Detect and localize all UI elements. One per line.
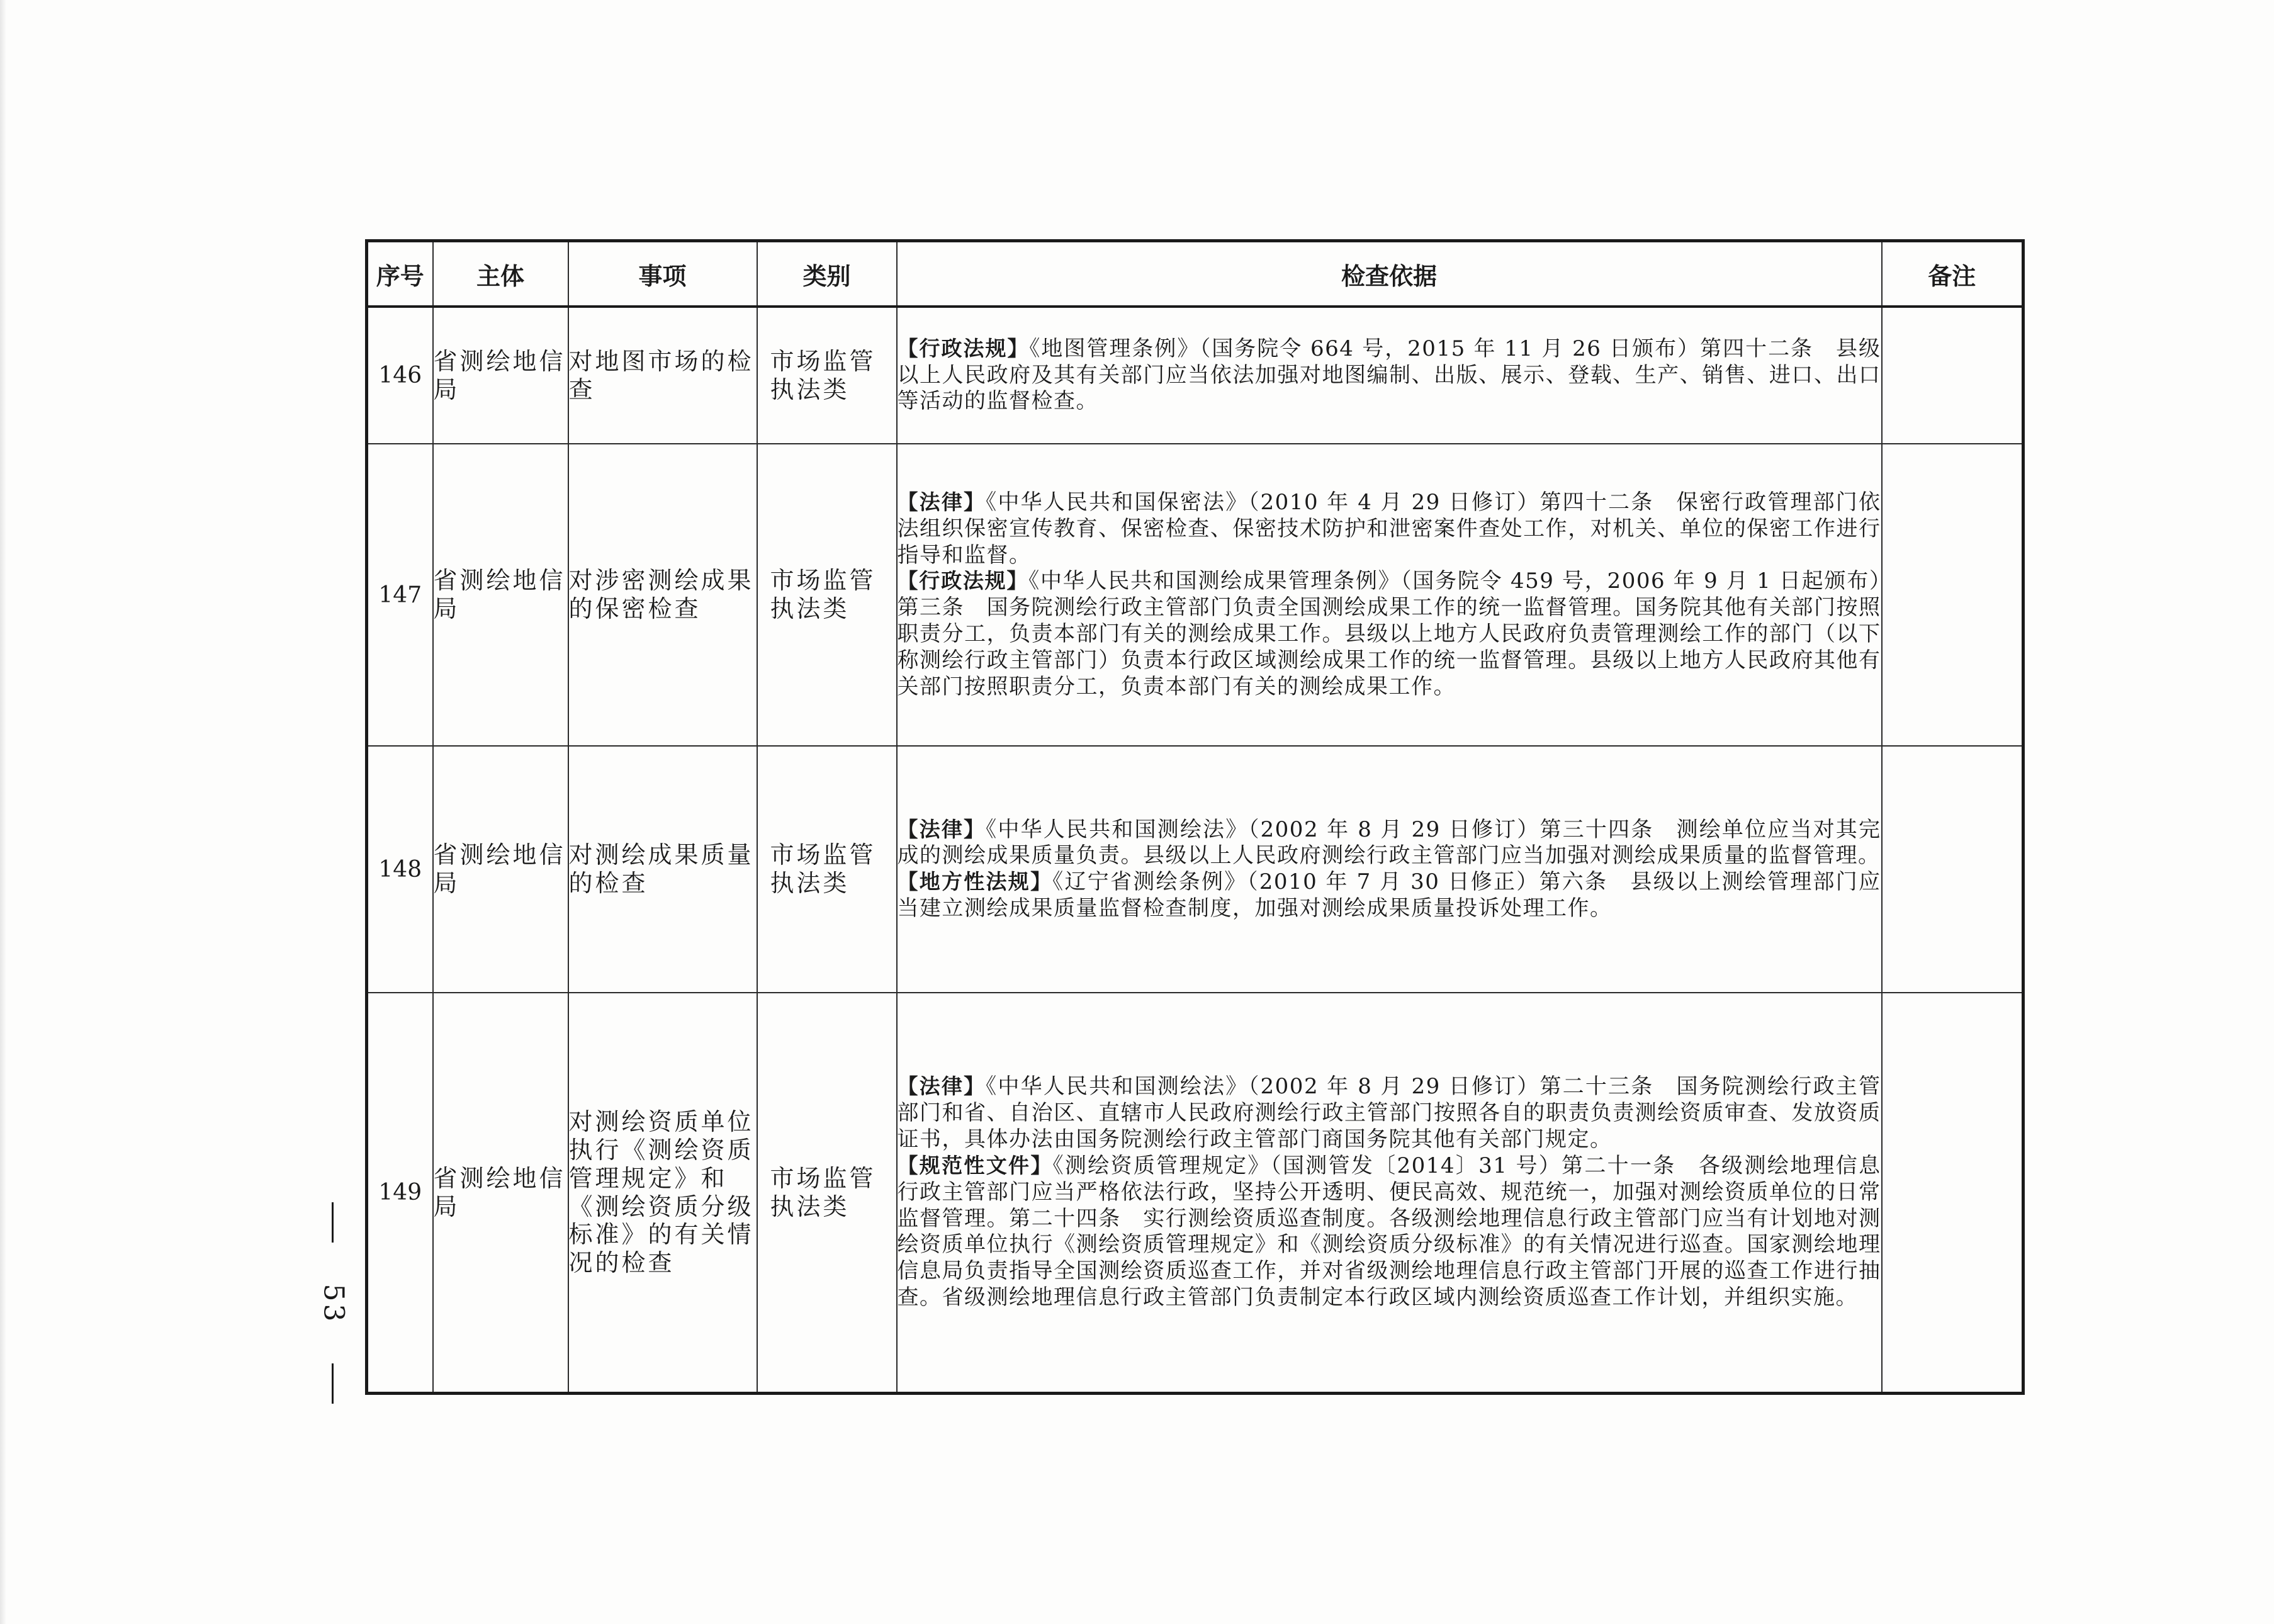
row-remarks xyxy=(1882,746,2024,993)
basis-text: 《辽宁省测绘条例》（2010 年 7 月 30 日修正）第六条 县级以上测绘管理部门应当建立测绘成果质量监督检查制度，加强对测绘成果质量投诉处理工作。 xyxy=(897,869,1881,922)
basis-text: 《中华人民共和国测绘成果管理条例》（国务院令 459 号，2006 年 9 月 1 日起颁布）第三条 国务院测绘行政主管部门负责全国测绘成果工作的统一监督管理。国务院其他有关部门按照职责分工，负责本部门有关的测绘成果工作。县级以上地方人民政府负责管理测绘工作的部门（以下称测绘行政主管部门）负责本行政区域测绘成果工作的统一监督管理。县级以上地方人民政府其他有关部门按照职责分工，负责本部门有关的测绘成果工作。 xyxy=(897,568,1881,699)
basis-tag: 【法律】 xyxy=(897,816,986,842)
row-number: 147 xyxy=(367,444,433,746)
basis-text: 《地图管理条例》（国务院令 664 号，2015 年 11 月 26 日颁布）第四十二条 县级以上人民政府及其有关部门应当依法加强对地图编制、出版、展示、登载、生产、销售、进口、出口等活动的监督检查。 xyxy=(897,336,1881,414)
header-item: 事项 xyxy=(568,241,757,307)
row-item: 对测绘资质单位执行《测绘资质管理规定》和《测绘资质分级标准》的有关情况的检查 xyxy=(568,993,757,1393)
table-row xyxy=(367,444,2024,746)
basis-text: 《中华人民共和国保密法》（2010 年 4 月 29 日修订）第四十二条 保密行政管理部门依法组织保密宣传教育、保密检查、保密技术防护和泄密案件查处工作，对机关、单位的保密工作进行指导和监督。 xyxy=(897,489,1881,568)
row-subject: 省测绘地信局 xyxy=(433,307,568,444)
row-number: 146 xyxy=(367,307,433,444)
row-number: 148 xyxy=(367,746,433,993)
basis-tag: 【法律】 xyxy=(897,1074,986,1099)
row-number: 149 xyxy=(367,993,433,1393)
row-category-text: 市场监管执法类 xyxy=(770,1164,876,1221)
basis-paragraph xyxy=(898,869,1881,922)
row-basis xyxy=(897,444,1882,746)
basis-paragraph xyxy=(898,1074,1881,1153)
row-item: 对涉密测绘成果的保密检查 xyxy=(568,444,757,746)
basis-paragraph xyxy=(898,336,1881,415)
page-number xyxy=(315,1202,352,1404)
basis-paragraph xyxy=(898,490,1881,568)
basis-paragraph xyxy=(898,1153,1881,1311)
row-item: 对测绘成果质量的检查 xyxy=(568,746,757,993)
row-category xyxy=(757,444,897,746)
basis-tag: 【行政法规】 xyxy=(897,568,1029,594)
row-category-text: 市场监管执法类 xyxy=(770,567,876,623)
table-row xyxy=(367,307,2024,444)
table-row xyxy=(367,993,2024,1393)
row-basis xyxy=(897,746,1882,993)
basis-text: 《测绘资质管理规定》（国测管发〔2014〕31 号）第二十一条 各级测绘地理信息行政主管部门应当严格依法行政，坚持公开透明、便民高效、规范统一，加强对测绘资质单位的日常监督管理。第二十四条 实行测绘资质巡查制度。各级测绘地理信息行政主管部门应当有计划地对测绘资质单位执行《测绘资质管理规定》和《测绘资质分级标准》的有关情况进行巡查。国家测绘地理信息局负责指导全国测绘资质巡查工作，并对省级测绘地理信息行政主管部门开展的巡查工作进行抽查。省级测绘地理信息行政主管部门负责制定本行政区域内测绘资质巡查工作计划，并组织实施。 xyxy=(897,1153,1881,1310)
basis-paragraph xyxy=(898,817,1881,870)
header-category: 类别 xyxy=(757,241,897,307)
header-subject: 主体 xyxy=(433,241,568,307)
page-number-text: 53 xyxy=(317,1283,350,1324)
basis-text: 《中华人民共和国测绘法》（2002 年 8 月 29 日修订）第三十四条 测绘单位应当对其完成的测绘成果质量负责。县级以上人民政府测绘行政主管部门应当加强对测绘成果质量的监督管理。 xyxy=(897,816,1881,869)
row-subject: 省测绘地信局 xyxy=(433,444,568,746)
row-basis xyxy=(897,993,1882,1393)
header-basis: 检查依据 xyxy=(897,241,1882,307)
page-number-dash-top xyxy=(332,1202,334,1243)
row-category xyxy=(757,307,897,444)
row-item: 对地图市场的检查 xyxy=(568,307,757,444)
page-number-dash-bottom xyxy=(332,1363,334,1404)
row-remarks xyxy=(1882,444,2024,746)
basis-tag: 【法律】 xyxy=(897,489,986,514)
row-basis xyxy=(897,307,1882,444)
basis-tag: 【规范性文件】 xyxy=(897,1153,1053,1178)
header-no: 序号 xyxy=(367,241,433,307)
basis-tag: 【地方性法规】 xyxy=(897,869,1053,894)
row-remarks xyxy=(1882,993,2024,1393)
row-category xyxy=(757,993,897,1393)
header-remarks: 备注 xyxy=(1882,241,2024,307)
basis-text: 《中华人民共和国测绘法》（2002 年 8 月 29 日修订）第二十三条 国务院测绘行政主管部门和省、自治区、直辖市人民政府测绘行政主管部门按照各自的职责负责测绘资质审查、发放资质证书，具体办法由国务院测绘行政主管部门商国务院其他有关部门规定。 xyxy=(897,1074,1881,1153)
table-row xyxy=(367,746,2024,993)
scan-binding-edge xyxy=(0,0,6,1624)
row-category xyxy=(757,746,897,993)
basis-tag: 【行政法规】 xyxy=(897,336,1030,361)
table-header-row xyxy=(367,241,2024,307)
row-remarks xyxy=(1882,307,2024,444)
basis-paragraph xyxy=(898,568,1881,700)
row-category-text: 市场监管执法类 xyxy=(770,347,876,403)
row-subject: 省测绘地信局 xyxy=(433,993,568,1393)
row-category-text: 市场监管执法类 xyxy=(770,841,876,898)
row-subject: 省测绘地信局 xyxy=(433,746,568,993)
inspection-items-table xyxy=(365,239,2025,1395)
